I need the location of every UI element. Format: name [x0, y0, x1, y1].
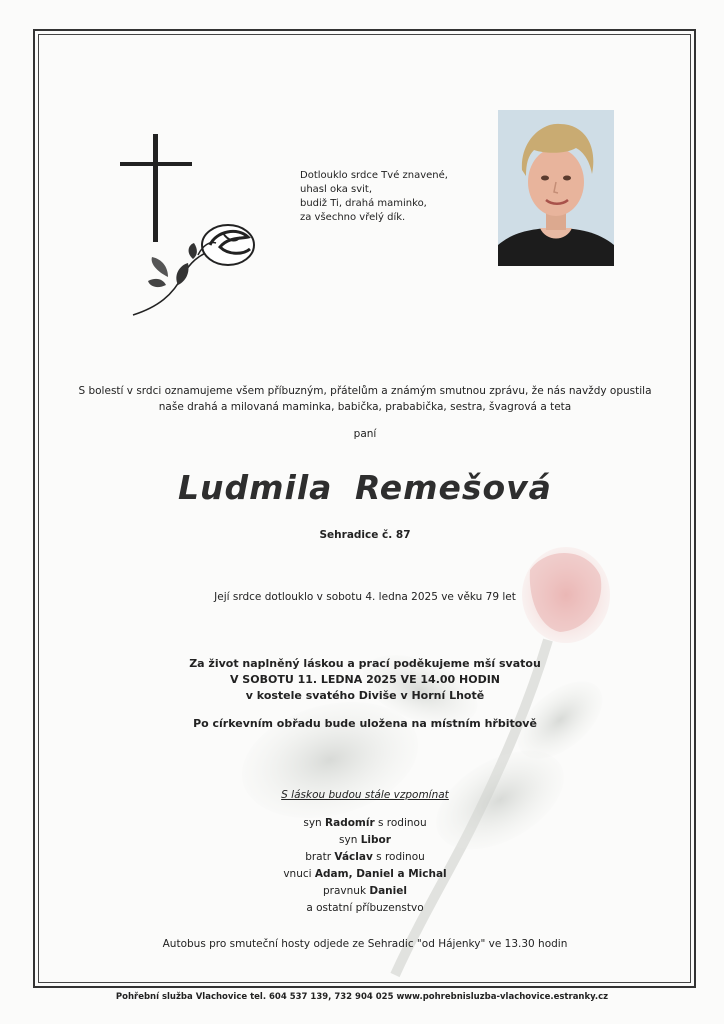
ceremony-line: Za život naplněný láskou a prací poděkujeme mší svatou — [189, 657, 541, 670]
ceremony-line: v kostele svatého Diviše v Horní Lhotě — [245, 689, 485, 702]
funeral-service-footer: Pohřební služba Vlachovice tel. 604 537 139, 732 904 025 www.pohrebnisluzba-vlachovice.estranky.cz — [115, 992, 609, 1002]
death-notice: Její srdce dotlouklo v sobotu 4. ledna 2025 ve věku 79 let — [214, 591, 516, 603]
announcement — [40, 383, 690, 415]
remember-heading: S láskou budou stále vzpomínat — [281, 789, 449, 801]
relative-row: syn Libor — [339, 834, 391, 846]
rose-ornament-icon — [128, 215, 263, 320]
relative-row: syn Radomír s rodinou — [303, 817, 427, 829]
poem-line: Dotlouklo srdce Tvé znavené, — [300, 170, 448, 181]
ceremony-info — [40, 656, 690, 704]
relative-row: bratr Václav s rodinou — [305, 851, 425, 863]
poem — [300, 169, 448, 225]
ceremony-line: V SOBOTU 11. LEDNA 2025 VE 14.00 HODIN — [229, 673, 501, 686]
relative-row: vnuci Adam, Daniel a Michal — [283, 868, 447, 880]
relative-row: pravnuk Daniel — [323, 885, 407, 897]
relatives-list — [40, 815, 690, 917]
poem-line: za všechno vřelý dík. — [300, 212, 406, 223]
address: Sehradice č. 87 — [319, 529, 411, 541]
title-word: paní — [353, 428, 377, 440]
burial-info: Po církevním obřadu bude uložena na místním hřbitově — [193, 717, 537, 730]
announcement-line: S bolestí v srdci oznamujeme všem příbuzným, přátelům a známým smutnou zprávu, že nás navždy opustila — [78, 385, 652, 397]
poem-line: budiž Ti, drahá maminko, — [300, 198, 427, 209]
deceased-portrait-photo — [498, 110, 614, 266]
relative-row: a ostatní příbuzenstvo — [306, 902, 424, 914]
deceased-name: Ludmila Remešová — [178, 468, 552, 507]
poem-line: uhasl oka svit, — [300, 184, 373, 195]
announcement-line: naše drahá a milovaná maminka, babička, prababička, sestra, švagrová a teta — [158, 401, 572, 413]
bus-info: Autobus pro smuteční hosty odjede ze Sehradic "od Hájenky" ve 13.30 hodin — [162, 938, 568, 950]
